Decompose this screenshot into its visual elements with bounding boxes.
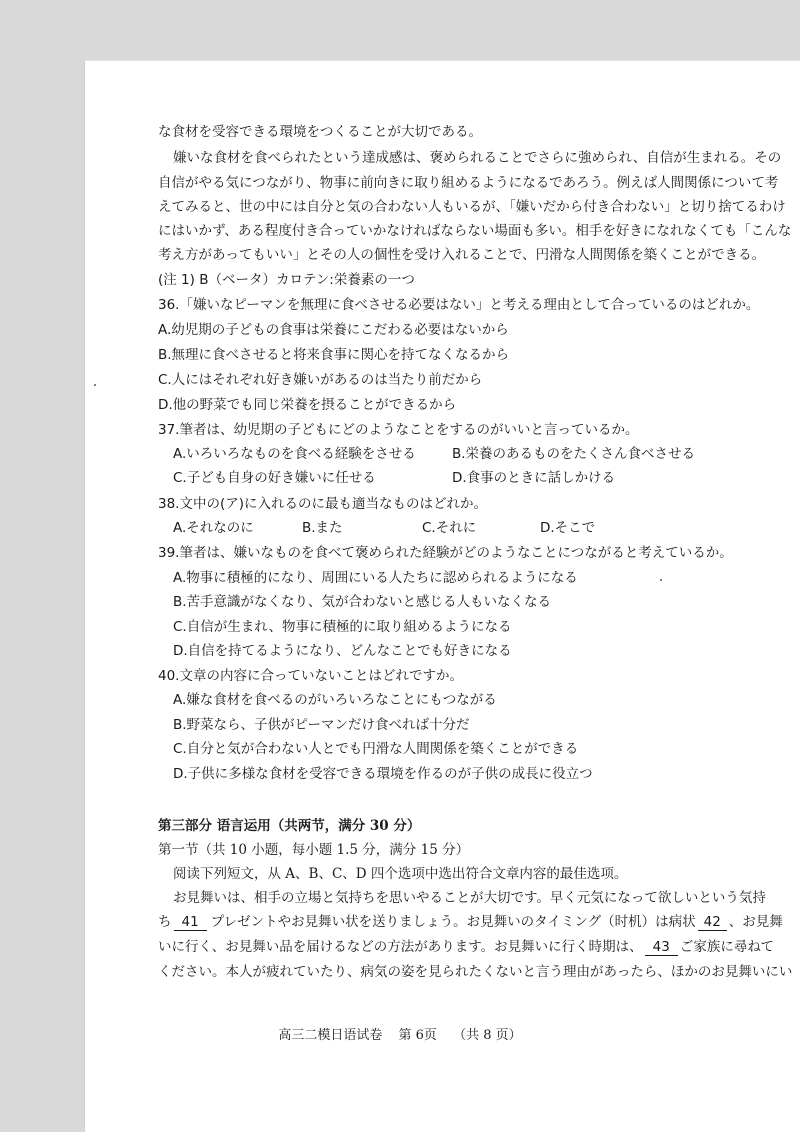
footnote: (注 1) Β（ベータ）カロテン:栄養素の一つ — [158, 272, 415, 288]
question-39-stem: 39.筆者は、嫌いなものを食べて褒められた経験がどのようなことにつながると考えているか。 — [158, 545, 733, 561]
question-39-option-d: D.自信を持てるようになり、どんなことでも好きになる — [173, 643, 512, 659]
cloze-text: ご家族に尋ねて — [679, 939, 775, 955]
instruction-text: 阅读下列短文，从 A、B、C、D 四个选项中选出符合文章内容的最佳选项。 — [173, 866, 628, 882]
question-39-option-a: A.物事に積極的になり、周囲にいる人たちに認められるようになる — [173, 570, 578, 586]
passage-line: な食材を受容できる環境をつくることが大切である。 — [158, 124, 482, 140]
question-37-option-d: D.食事のときに話しかける — [452, 470, 616, 486]
question-37-option-c: C.子ども自身の好き嫌いに任せる — [173, 470, 376, 486]
question-39-option-c: C.自信が生まれ、物事に積極的に取り組めるようになる — [173, 619, 512, 635]
question-38-option-d: D.そこで — [540, 520, 596, 536]
question-38-option-b: B.また — [302, 520, 343, 536]
cloze-text: いに行く、お見舞い品を届けるなどの方法があります。お見舞いに行く時期は、 — [158, 939, 643, 955]
question-37-option-a: A.いろいろなものを食べる経験をさせる — [173, 446, 416, 462]
cloze-text: ち — [158, 914, 172, 930]
passage-line: 自信がやる気につながり、物事に前向きに取り組めるようになるであろう。例えば人間関係について考 — [158, 175, 779, 191]
question-40-stem: 40.文章の内容に合っていないことはどれですか。 — [158, 668, 463, 684]
blank-41[interactable]: 41 — [174, 914, 207, 931]
footer-title: 高三二模日语试卷 — [278, 1028, 383, 1043]
footer-total-pages: （共 8 页） — [453, 1028, 522, 1043]
question-40-option-a: A.嫌な食材を食べるのがいろいろなことにもつながる — [173, 692, 497, 708]
blank-42[interactable]: 42 — [698, 914, 727, 931]
passage-line: 嫌いな食材を食べられたという達成感は、褒められることでさらに強められ、自信が生まれる。その — [173, 150, 782, 166]
cloze-line: ください。本人が疲れていたり、病気の姿を見られたくないと言う理由があったら、ほかのお見舞いにい — [158, 964, 793, 980]
question-40-option-d: D.子供に多様な食材を受容できる環境を作るのが子供の成長に役立つ — [173, 766, 593, 782]
question-40-option-c: C.自分と気が合わない人とでも円滑な人間関係を築くことができる — [173, 741, 579, 757]
question-38-stem: 38.文中の(ア)に入れるのに最も適当なものはどれか。 — [158, 496, 488, 512]
question-36-option-a: A.幼児期の子どもの食事は栄養にこだわる必要はないから — [158, 322, 509, 338]
subsection-heading: 第一节（共 10 小题，每小题 1.5 分，满分 15 分） — [158, 842, 470, 858]
question-36-option-c: C.人にはそれぞれ好き嫌いがあるのは当たり前だから — [158, 372, 483, 388]
question-40-option-b: B.野菜なら、子供がピーマンだけ食べれば十分だ — [173, 717, 470, 733]
cloze-line — [158, 937, 774, 957]
question-36-stem: 36.「嫌いなピーマンを無理に食べさせる必要はない」と考える理由として合っているのはどれか。 — [158, 297, 760, 313]
cloze-line — [158, 912, 783, 932]
scan-speck — [94, 384, 96, 386]
question-36-option-d: D.他の野菜でも同じ栄養を摂ることができるから — [158, 397, 457, 413]
passage-line: にはいかず、ある程度付き合っていかなければならない場面も多い。相手を好きになれなくても「こんな — [158, 223, 792, 239]
cloze-line: お見舞いは、相手の立場と気持ちを思いやることが大切です。早く元気になって欲しいという気持 — [173, 890, 766, 906]
footer-page-number: 第 6页 — [398, 1028, 437, 1043]
cloze-text: プレゼントやお見舞い状を送りましょう。お見舞いのタイミング（时机）は病状 — [210, 914, 696, 930]
question-38-option-a: A.それなのに — [173, 520, 254, 536]
question-37-stem: 37.筆者は、幼児期の子どもにどのようなことをするのがいいと言っているか。 — [158, 422, 639, 438]
question-37-option-b: B.栄養のあるものをたくさん食べさせる — [452, 446, 696, 462]
question-39-option-b: B.苦手意識がなくなり、気が合わないと感じる人もいなくなる — [173, 594, 552, 610]
page-footer — [0, 1024, 800, 1043]
question-38-option-c: C.それに — [422, 520, 477, 536]
passage-line: 考え方があってもいい」とその人の個性を受け入れることで、円滑な人間関係を築くことができる。 — [158, 247, 766, 263]
section-heading: 第三部分 语言运用（共两节，满分 30 分） — [158, 818, 421, 834]
passage-line: えてみると、世の中には自分と気の合わない人もいるが、「嫌いだから付き合わない」と切り捨てるわけ — [158, 199, 786, 215]
question-36-option-b: B.無理に食べさせると将来食事に関心を持てなくなるから — [158, 347, 510, 363]
scan-speck — [660, 579, 662, 581]
blank-43[interactable]: 43 — [645, 939, 678, 956]
cloze-text: 、お見舞 — [728, 914, 783, 930]
